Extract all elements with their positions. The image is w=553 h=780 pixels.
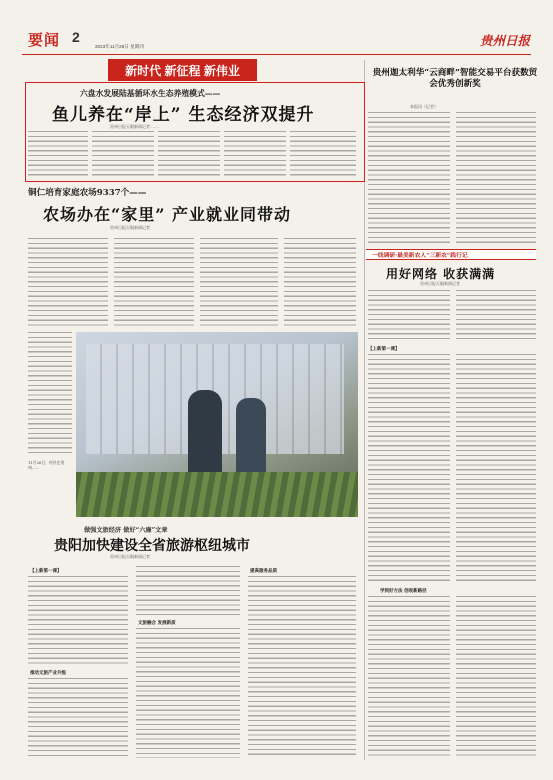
article3-body [28, 576, 128, 666]
photo-caption: 11月26日，村民在贵州…… [28, 460, 65, 471]
article1-byline: 贵州日报天眼新闻记者 …… [110, 124, 160, 129]
right-article2-body [368, 290, 450, 342]
right-article2-body [456, 354, 536, 584]
article2-kicker: 铜仁培育家庭农场9337个—— [28, 188, 147, 198]
article1-title[interactable]: 鱼儿养在“岸上” 生态经济双提升 [52, 105, 315, 125]
article2-byline: 贵州日报天眼新闻记者 [110, 225, 150, 230]
article2-body [28, 332, 72, 454]
right-article1-title[interactable]: 贵州迦太利华“云商畔”智能交易平台获数贸会优秀创新奖 [372, 68, 538, 90]
subheading: 【上新第一课】 [368, 347, 400, 352]
article1-body [92, 131, 154, 177]
article1-body [28, 131, 88, 177]
banner-text: 新时代 新征程 新伟业 [125, 64, 240, 78]
article1-body [290, 131, 356, 177]
article3-body [136, 566, 240, 616]
right-article1-body [368, 112, 450, 244]
page-number: 2 [72, 29, 80, 45]
article2-body [28, 238, 108, 326]
right-article2-body [368, 596, 450, 758]
header-rule [22, 54, 531, 55]
article2-title[interactable]: 农场办在“家里” 产业就业同带动 [43, 205, 291, 224]
section-title: 要闻 [28, 32, 61, 49]
news-photo [76, 332, 358, 517]
article1-body [224, 131, 286, 177]
subheading: 推动文旅产业升级 [30, 671, 66, 676]
right-article2-byline: 贵州日报天眼新闻记者 [420, 281, 460, 286]
right-article2-body [368, 354, 450, 584]
article2-body [114, 238, 194, 326]
subheading: 提高服务品质 [250, 569, 277, 574]
article3-body [28, 678, 128, 758]
right-article2-body [456, 596, 536, 758]
right-article2-title[interactable]: 用好网络 收获满满 [386, 267, 496, 281]
subheading: 文旅融合 发展新质 [138, 621, 176, 626]
article3-kicker: 做强文旅经济 做好“六廉”文章 [84, 527, 168, 534]
article2-body [200, 238, 278, 326]
subheading: 【上新第一课】 [30, 569, 62, 574]
subheading: 学到好方法 创收新路径 [380, 589, 427, 594]
column-band-text: 一线调研·最美新农人“三新农”践行记 [372, 253, 468, 259]
right-article2-body [456, 290, 536, 342]
date-line: 2023年11月28日 星期四 [95, 44, 144, 49]
article3-body [248, 576, 356, 758]
article3-byline: 贵州日报天眼新闻记者 [110, 554, 150, 559]
article1-kicker: 六盘水发展陆基循环水生态养殖模式—— [80, 89, 221, 98]
right-article1-byline: 本报讯（记者） [410, 104, 438, 109]
article3-body [136, 628, 240, 758]
right-article1-body [456, 112, 536, 244]
newspaper-logo: 贵州日报 [480, 33, 531, 48]
article3-title[interactable]: 贵阳加快建设全省旅游枢纽城市 [54, 538, 250, 554]
article1-body [158, 131, 220, 177]
article2-body [284, 238, 356, 326]
